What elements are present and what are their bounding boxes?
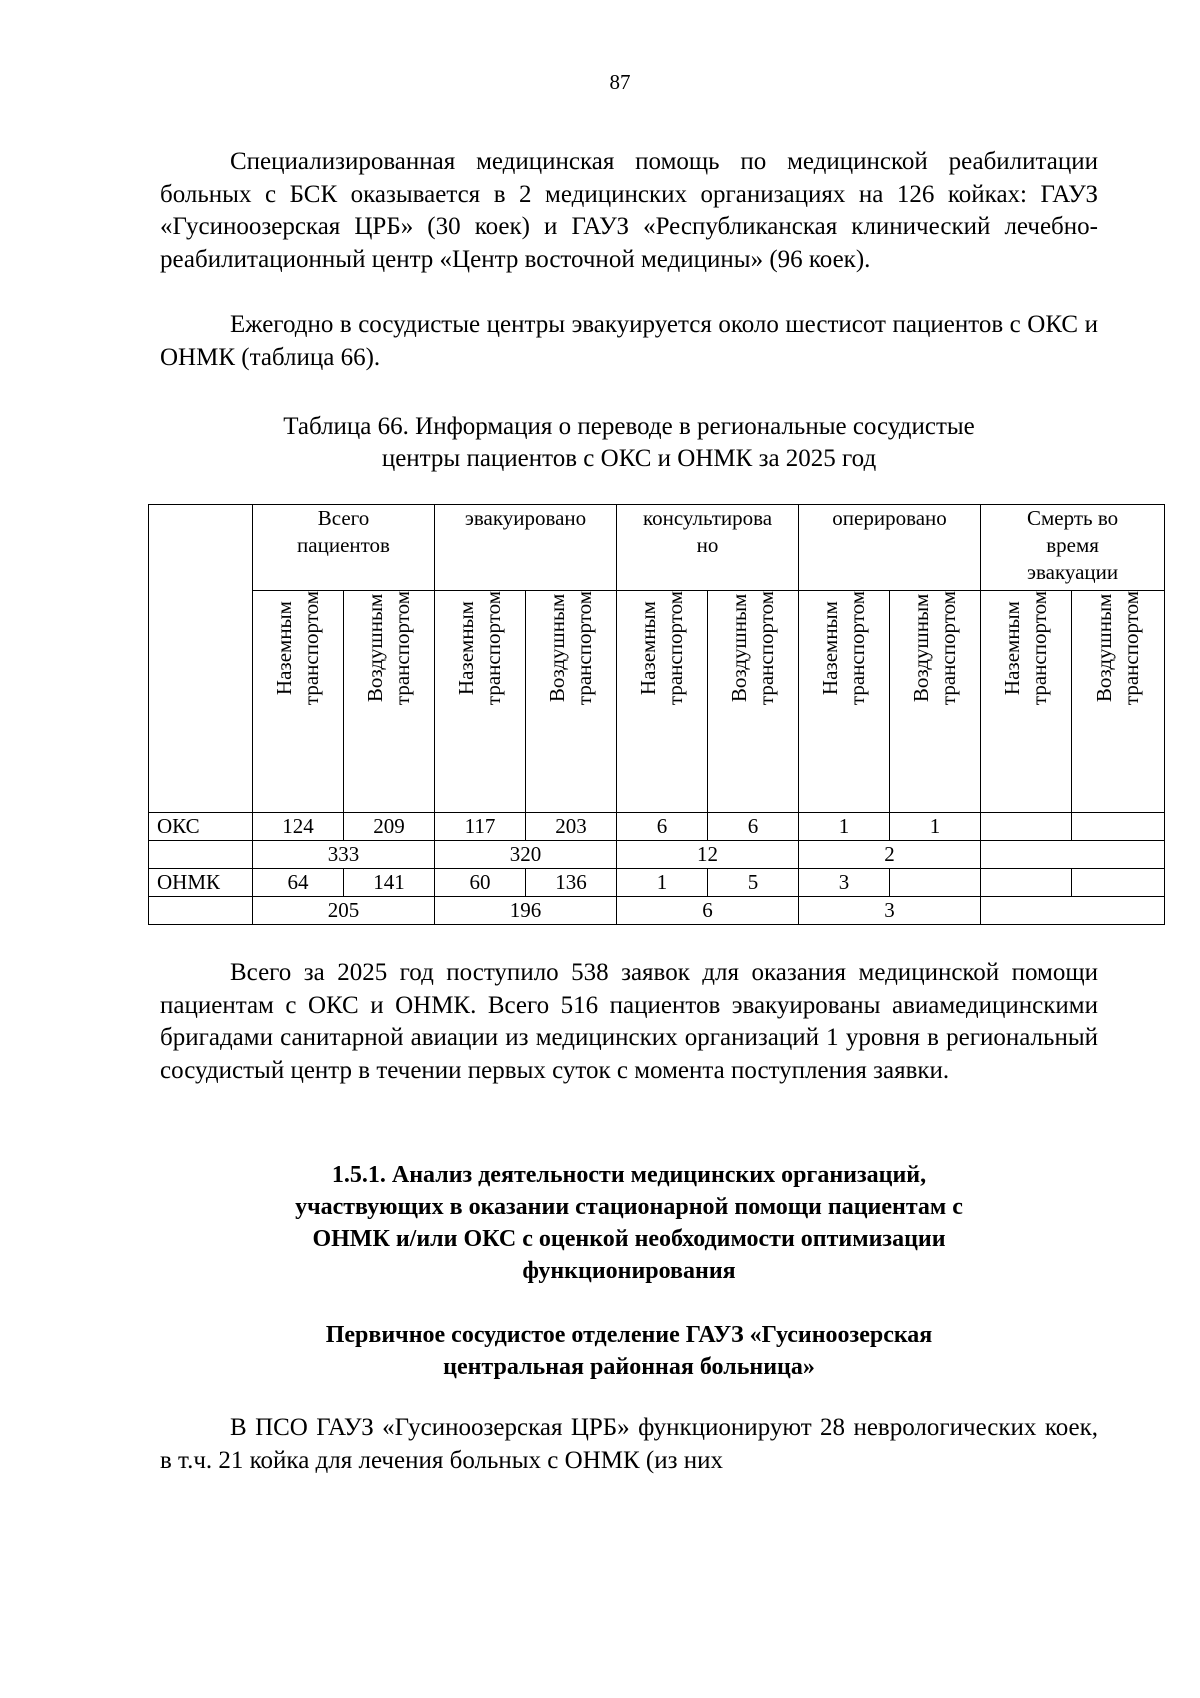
paragraph-evacuation-text: Ежегодно в сосудистые центры эвакуируется около шестисот пациентов с ОКС и ОНМК (таблица 66). — [160, 311, 1098, 371]
table-cell: 3 — [799, 869, 890, 897]
table-cell: 124 — [253, 813, 344, 841]
header-ground-evacuated: Наземным транспортом — [435, 591, 526, 813]
table-caption-line1: Таблица 66. Информация о переводе в региональные сосудистые — [283, 413, 975, 440]
header-air-total: Воздушным транспортом — [344, 591, 435, 813]
table-cell-total: 205 — [253, 897, 435, 925]
header-air-death: Воздушным транспортом — [1072, 591, 1165, 813]
table-row-oks-totals — [149, 841, 1165, 869]
subsection-heading-pso: Первичное сосудистое отделение ГАУЗ «Гусиноозерская центральная районная больница» — [325, 1322, 933, 1380]
table-cell-total: 2 — [799, 841, 981, 869]
table-cell-total: 196 — [435, 897, 617, 925]
table-cell-total: 6 — [617, 897, 799, 925]
paragraph-rehabilitation — [160, 146, 1098, 276]
header-group-operated: оперировано — [799, 505, 981, 591]
table-cell — [981, 813, 1072, 841]
header-corner-cell — [149, 505, 253, 813]
table-cell-total — [981, 897, 1165, 925]
paragraph-rehabilitation-text: Специализированная медицинская помощь по медицинской реабилитации больных с БСК оказывается в 2 медицинских организациях на 126 койках: ГАУЗ «Гусиноозерская ЦРБ» (30 коек) и ГАУЗ «Республиканская клинический лечебно-реабилитационный центр «Центр восточной медицины» (96 коек). — [160, 148, 1098, 273]
paragraph-pso-beds — [160, 1412, 1098, 1477]
header-air-operated: Воздушным транспортом — [890, 591, 981, 813]
table-cell-total — [981, 841, 1165, 869]
header-group-total: Всего пациентов — [253, 505, 435, 591]
table-header-transport — [149, 591, 1165, 813]
table-cell: 60 — [435, 869, 526, 897]
table-header-groups — [149, 505, 1165, 591]
header-ground-total: Наземным транспортом — [253, 591, 344, 813]
header-group-consulted: консультирова но — [617, 505, 799, 591]
table-cell-total: 320 — [435, 841, 617, 869]
header-ground-operated: Наземным транспортом — [799, 591, 890, 813]
page-number: 87 — [609, 70, 631, 94]
header-air-evacuated: Воздушным транспортом — [526, 591, 617, 813]
table-caption — [160, 411, 1098, 475]
table-row-onmk-totals — [149, 897, 1165, 925]
section-heading-1-5-1: 1.5.1. Анализ деятельности медицинских организаций, участвующих в оказании стационарной помощи пациентам с ОНМК и/или ОКС с оценкой необходимости оптимизации функционирования — [295, 1162, 963, 1284]
header-group-death: Смерть во время эвакуации — [981, 505, 1165, 591]
table-cell: 1 — [799, 813, 890, 841]
paragraph-evacuation — [160, 309, 1098, 374]
table-cell-empty — [149, 841, 253, 869]
table-cell-empty — [149, 897, 253, 925]
table-cell — [981, 869, 1072, 897]
table-cell: 6 — [708, 813, 799, 841]
row-label-oks: ОКС — [149, 813, 253, 841]
table-cell — [890, 869, 981, 897]
header-group-evacuated: эвакуировано — [435, 505, 617, 591]
table-caption-line2: центры пациентов с ОКС и ОНМК за 2025 год — [381, 445, 877, 472]
table-cell: 64 — [253, 869, 344, 897]
table-cell: 136 — [526, 869, 617, 897]
table-cell: 5 — [708, 869, 799, 897]
table-cell-total: 333 — [253, 841, 435, 869]
paragraph-pso-beds-text: В ПСО ГАУЗ «Гусиноозерская ЦРБ» функционируют 28 неврологических коек, в т.ч. 21 койка для лечения больных с ОНМК (из них — [160, 1414, 1098, 1474]
table-cell: 1 — [617, 869, 708, 897]
row-label-onmk: ОНМК — [149, 869, 253, 897]
table-row-oks-values — [149, 813, 1165, 841]
table-cell: 6 — [617, 813, 708, 841]
table-cell — [1072, 869, 1165, 897]
paragraph-requests-text: Всего за 2025 год поступило 538 заявок для оказания медицинской помощи пациентам с ОКС и ОНМК. Всего 516 пациентов эвакуированы авиамедицинскими бригадами санитарной авиации из медицинских организаций 1 уровня в региональный сосудистый центр в течении первых суток с момента поступления заявки. — [160, 959, 1098, 1084]
paragraph-requests — [160, 957, 1098, 1087]
transfer-table — [148, 504, 1165, 925]
table-cell: 1 — [890, 813, 981, 841]
table-cell-total: 3 — [799, 897, 981, 925]
header-ground-death: Наземным транспортом — [981, 591, 1072, 813]
header-ground-consulted: Наземным транспортом — [617, 591, 708, 813]
table-cell: 209 — [344, 813, 435, 841]
table-cell: 141 — [344, 869, 435, 897]
table-cell: 117 — [435, 813, 526, 841]
table-cell — [1072, 813, 1165, 841]
table-cell: 203 — [526, 813, 617, 841]
header-air-consulted: Воздушным транспортом — [708, 591, 799, 813]
table-row-onmk-values — [149, 869, 1165, 897]
table-cell-total: 12 — [617, 841, 799, 869]
